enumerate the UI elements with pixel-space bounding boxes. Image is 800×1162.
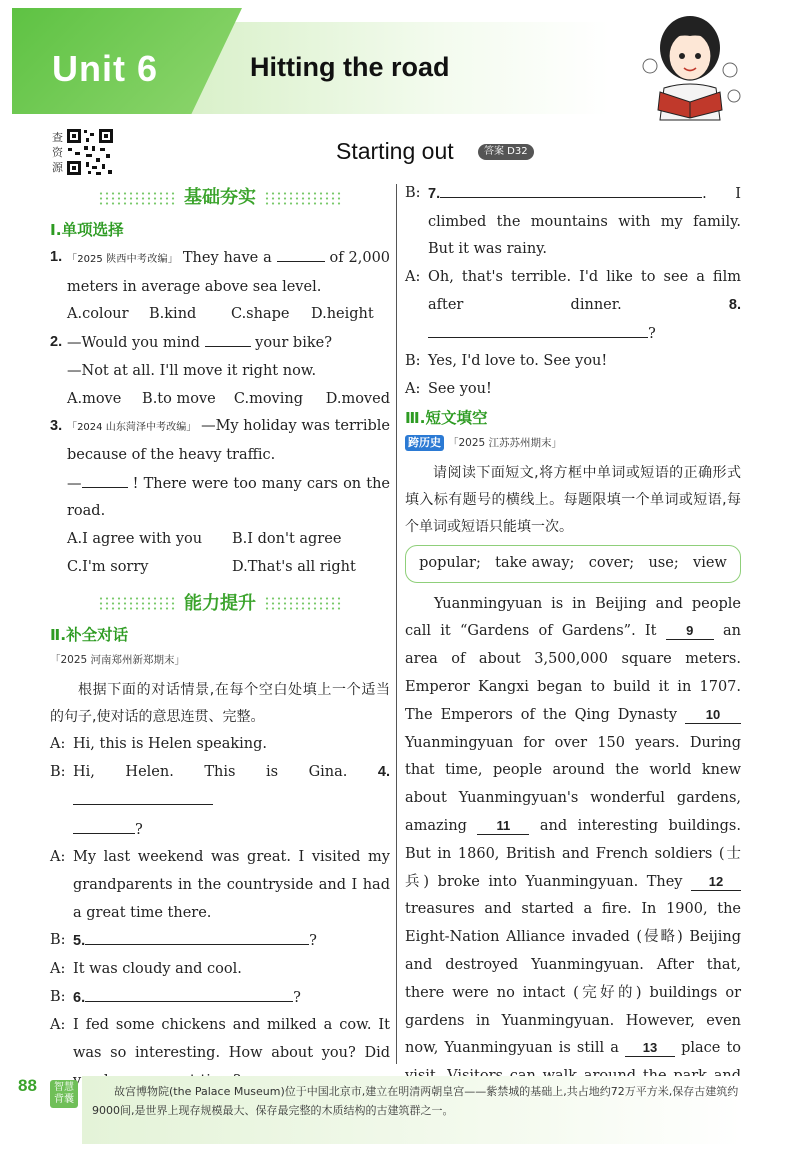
passage-text: Yuanmingyuan for over 150 years. During that time, people around the world knew about Yuanmingyuan's wonderful gardens, amazing bbox=[405, 734, 741, 834]
dots-decoration bbox=[98, 191, 176, 205]
answer-blank[interactable] bbox=[73, 787, 213, 805]
left-column bbox=[50, 180, 390, 1096]
option-d[interactable]: D.moved bbox=[325, 390, 390, 407]
dialogue-line bbox=[405, 264, 741, 348]
option-b[interactable]: B.to move bbox=[142, 390, 216, 407]
dialogue-text: I fed some chickens and milked a cow. It was so interesting. How about you? Did bbox=[73, 1017, 390, 1062]
dialogue-line bbox=[50, 731, 390, 759]
basic-banner bbox=[50, 180, 390, 216]
speaker: A: bbox=[405, 269, 421, 286]
ability-banner bbox=[50, 585, 390, 621]
option-b[interactable]: B.I don't agree bbox=[232, 531, 342, 548]
page-number: 88 bbox=[18, 1076, 37, 1095]
speaker: B: bbox=[405, 185, 421, 201]
question-mark: ? bbox=[648, 325, 656, 342]
passage-gap-11[interactable]: 11 bbox=[477, 818, 529, 835]
dialogue-line bbox=[50, 844, 390, 927]
speaker: B: bbox=[405, 353, 421, 370]
part3-title: Ⅲ.短文填空 bbox=[405, 408, 488, 427]
question-text: meters in average above sea level. bbox=[67, 278, 322, 295]
passage-text: an area of about 3,500,000 square meters. Emperor Kangxi began to build it in 1707. The Emperors of the Qing Dynasty bbox=[405, 623, 742, 723]
word-option: take away; bbox=[495, 554, 575, 571]
question-number: 1. bbox=[50, 249, 63, 265]
word-box bbox=[405, 545, 741, 583]
unit-title: Hitting the road bbox=[250, 52, 450, 82]
speaker: B: bbox=[50, 764, 66, 781]
question-text: of 2,000 bbox=[329, 250, 391, 266]
speaker: A: bbox=[50, 849, 66, 866]
right-column bbox=[405, 180, 741, 1148]
dialogue-text: Hi, Helen. This is Gina. bbox=[73, 764, 348, 781]
answer-blank[interactable] bbox=[205, 329, 251, 347]
dialogue-line bbox=[50, 956, 390, 984]
question-text: —My holiday was terrible bbox=[201, 418, 390, 435]
part3-source-row bbox=[405, 432, 741, 454]
part1-title: Ⅰ.单项选择 bbox=[50, 221, 124, 239]
dialogue-line bbox=[405, 348, 741, 376]
answer-blank[interactable] bbox=[428, 320, 648, 338]
passage-text: treasures and started a fire. In 1900, the Eight-Nation Alliance invaded (侵略) Beijing and destroyed Yuanmingyuan. After that, there were no intact (完好的) buildings or gardens in Yuanmingyuan. However, even now, Yuanmingyuan is still a bbox=[405, 901, 741, 1057]
dialogue-line bbox=[405, 376, 741, 404]
dialogue-text: It was cloudy and cool. bbox=[73, 961, 242, 978]
dialogue-text: My last weekend was great. I visited my grandparents in the countryside and I had a great time there. bbox=[73, 849, 390, 921]
option-d[interactable]: D.That's all right bbox=[232, 558, 356, 575]
dialogue-text: Oh, that's terrible. I'd like to see a film after dinner. bbox=[428, 269, 741, 313]
passage-gap-12[interactable]: 12 bbox=[691, 874, 741, 891]
speaker: B: bbox=[50, 932, 66, 949]
question-text: your bike? bbox=[255, 335, 332, 352]
blank-number: 5. bbox=[73, 933, 86, 950]
options-row bbox=[50, 386, 390, 414]
question-3 bbox=[50, 413, 390, 469]
speaker: A: bbox=[405, 380, 421, 397]
wisdom-badge: 智慧背囊 bbox=[50, 1080, 78, 1108]
question-mark: ? bbox=[309, 933, 317, 950]
dialogue-text: Hi, this is Helen speaking. bbox=[73, 736, 268, 753]
qr-side-label: 查资源 bbox=[52, 131, 63, 174]
part2-title: Ⅱ.补全对话 bbox=[50, 626, 129, 645]
question-3-reply bbox=[50, 470, 390, 526]
answer-blank[interactable] bbox=[85, 984, 293, 1002]
question-2 bbox=[50, 329, 390, 358]
reading-passage bbox=[405, 591, 741, 1119]
word-option: use; bbox=[648, 554, 679, 571]
dots-decoration bbox=[98, 596, 176, 610]
passage-text: Yuanmingyuan is in Beijing and people call it “Gardens of Gardens”. It bbox=[405, 595, 741, 640]
speaker: A: bbox=[50, 961, 66, 978]
unit-label: Unit 6 bbox=[52, 48, 159, 89]
answer-blank[interactable] bbox=[277, 244, 325, 262]
answer-blank[interactable] bbox=[85, 927, 309, 945]
option-c[interactable]: C.I'm sorry bbox=[67, 558, 149, 575]
part3-source: 「2025 江苏苏州期末」 bbox=[448, 436, 563, 449]
column-divider bbox=[396, 184, 397, 1064]
section-title: Starting out bbox=[336, 138, 454, 164]
word-option: popular; bbox=[419, 554, 481, 571]
blank-number: 6. bbox=[73, 989, 86, 1006]
passage-gap-9[interactable]: 9 bbox=[666, 623, 714, 640]
basic-banner-label: 基础夯实 bbox=[184, 187, 256, 209]
options-row bbox=[50, 554, 390, 582]
word-option: view bbox=[693, 554, 727, 571]
dialogue-text: . I climbed the mountains with my family. But it was rainy. bbox=[428, 186, 741, 258]
dialogue-line bbox=[50, 759, 390, 844]
options-row bbox=[50, 301, 390, 329]
option-a[interactable]: A.move bbox=[67, 390, 122, 407]
dialogue-text: See you! bbox=[428, 380, 492, 397]
dialogue-text: Yes, I'd love to. See you! bbox=[428, 353, 608, 370]
question-text: —Would you mind bbox=[67, 335, 200, 352]
passage-text: place to bbox=[681, 1040, 742, 1057]
blank-number: 4. bbox=[377, 764, 391, 781]
cross-subject-tag: 跨历史 bbox=[405, 435, 444, 451]
options-row bbox=[50, 526, 390, 554]
part2-source: 「2025 河南郑州新郑期末」 bbox=[50, 654, 186, 667]
speaker: A: bbox=[50, 736, 66, 753]
passage-text: and interesting buildings. But in 1860, British and French soldiers (士兵) broke into Yuanmingyuan. They bbox=[405, 818, 741, 890]
option-b[interactable]: B.kind bbox=[149, 306, 197, 323]
ability-banner-label: 能力提升 bbox=[184, 592, 256, 614]
question-2-reply bbox=[50, 358, 390, 386]
dots-decoration bbox=[264, 596, 342, 610]
question-text: road. bbox=[67, 503, 106, 520]
speaker: A: bbox=[50, 1017, 66, 1034]
blank-number: 7. bbox=[428, 186, 441, 202]
question-number: 3. bbox=[50, 418, 63, 435]
part2-instruction: 根据下面的对话情景,在每个空白处填上一个适当的句子,使对话的意思连贯、完整。 bbox=[50, 682, 390, 726]
answer-ref-badge: 答案 D32 bbox=[478, 144, 534, 160]
dialogue-line bbox=[405, 180, 741, 264]
question-number: 2. bbox=[50, 334, 63, 351]
question-text: ! There were too many cars on the bbox=[132, 475, 391, 492]
question-mark: ? bbox=[135, 821, 143, 838]
dialogue-line bbox=[50, 984, 390, 1013]
question-text: They have a bbox=[182, 250, 272, 266]
footer-note: 故宫博物院(the Palace Museum)位于中国北京市,建立在明清两朝皇宫——紫禁城的基础上,共占地约72万平方米,保存古建筑约9000间,是世界上现存规模最大、保存最完整的木质结构的古建筑群之一。 bbox=[92, 1085, 739, 1117]
answer-blank[interactable] bbox=[73, 816, 135, 834]
reading-girl-illustration bbox=[630, 10, 750, 122]
question-mark: ? bbox=[293, 989, 301, 1006]
question-1 bbox=[50, 244, 390, 301]
option-a[interactable]: A.I agree with you bbox=[67, 531, 203, 548]
dialogue-line bbox=[50, 927, 390, 956]
qr-code-icon[interactable] bbox=[66, 128, 114, 176]
answer-blank[interactable] bbox=[82, 470, 128, 488]
passage-gap-13[interactable]: 13 bbox=[625, 1040, 675, 1057]
option-c[interactable]: C.moving bbox=[233, 390, 304, 407]
option-a[interactable]: A.colour bbox=[67, 306, 129, 323]
dots-decoration bbox=[264, 191, 342, 205]
word-option: cover; bbox=[588, 554, 635, 571]
question-source-tag: 「2025 陕西中考改编」 bbox=[67, 254, 178, 265]
blank-number: 8. bbox=[728, 296, 741, 313]
question-source-tag: 「2024 山东菏泽中考改编」 bbox=[67, 422, 197, 434]
option-d[interactable]: D.height bbox=[311, 306, 374, 323]
part3-instruction: 请阅读下面短文,将方框中单词或短语的正确形式填入标有题号的横线上。每题限填一个单词或短语,每个单词或短语只能填一次。 bbox=[405, 464, 741, 535]
speaker: B: bbox=[50, 988, 66, 1005]
question-text: — bbox=[67, 475, 82, 492]
question-text: because of the heavy traffic. bbox=[67, 446, 276, 463]
passage-gap-10[interactable]: 10 bbox=[685, 707, 741, 724]
question-text: —Not at all. I'll move it right now. bbox=[67, 362, 317, 379]
answer-blank[interactable] bbox=[440, 180, 702, 198]
option-c[interactable]: C.shape bbox=[231, 306, 290, 323]
